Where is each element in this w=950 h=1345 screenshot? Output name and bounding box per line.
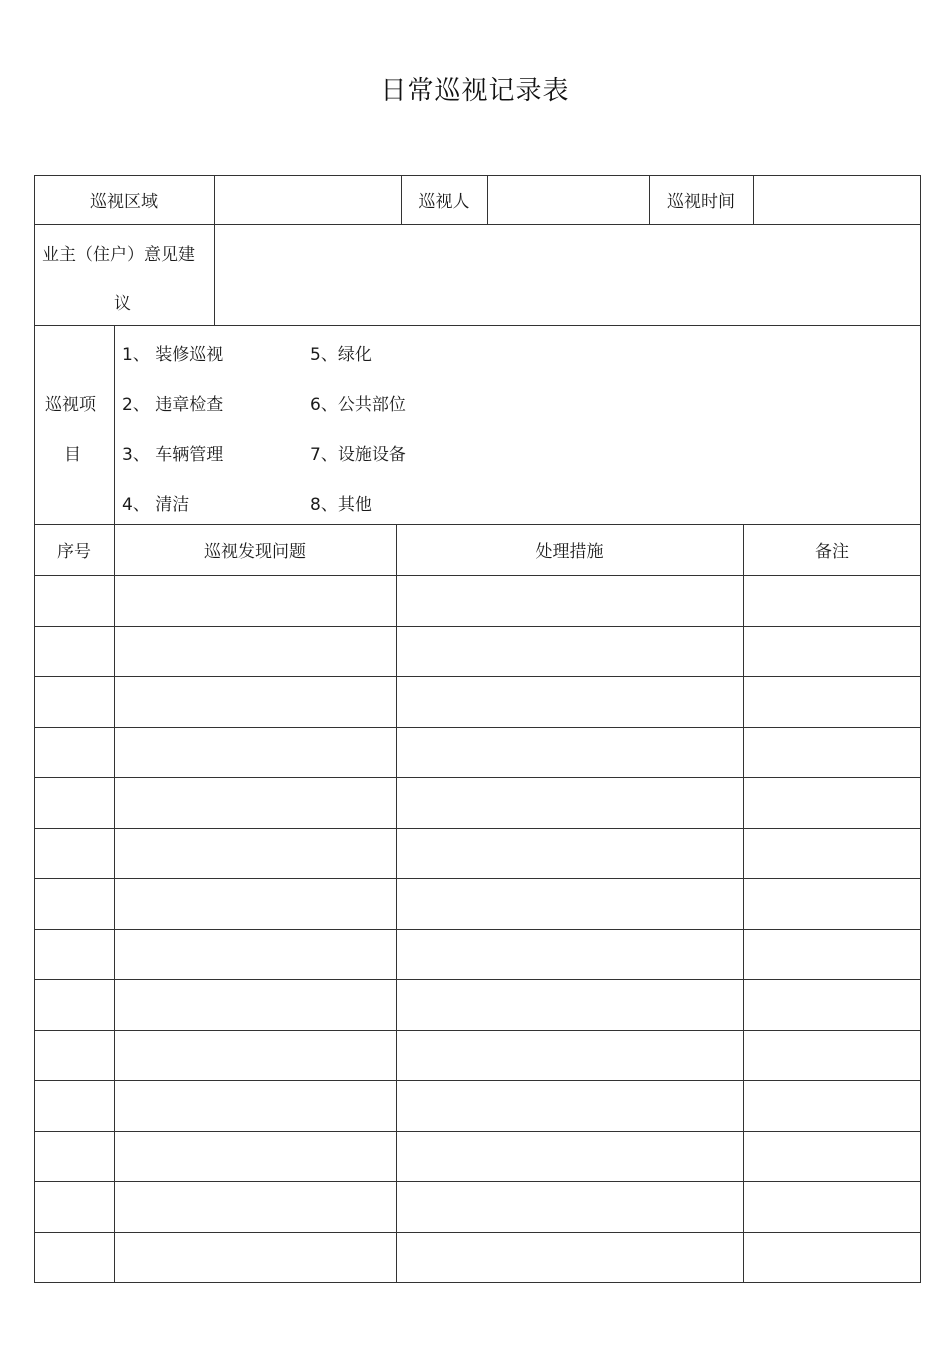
column-header-number: 序号	[57, 542, 91, 562]
item-vehicle-management: 3、 车辆管理	[122, 445, 224, 465]
page-title: 日常巡视记录表	[380, 76, 570, 106]
row-remark-cell[interactable]	[743, 777, 921, 828]
row-remark-cell[interactable]	[743, 929, 921, 980]
row-measure-cell[interactable]	[396, 979, 743, 1030]
row-issue-cell[interactable]	[114, 929, 396, 980]
row-issue-cell[interactable]	[114, 1181, 396, 1232]
item-greening: 5、绿化	[310, 345, 372, 365]
row-issue-cell[interactable]	[114, 1080, 396, 1131]
item-cleaning: 4、 清洁	[122, 495, 190, 515]
row-number-cell[interactable]	[34, 979, 114, 1030]
row-measure-cell[interactable]	[396, 929, 743, 980]
column-header-remarks: 备注	[815, 542, 849, 562]
inspector-field[interactable]	[487, 175, 649, 224]
row-number-cell[interactable]	[34, 575, 114, 626]
item-public-areas: 6、公共部位	[310, 395, 406, 415]
row-measure-cell[interactable]	[396, 1232, 743, 1283]
row-number-cell[interactable]	[34, 929, 114, 980]
area-label: 巡视区域	[90, 192, 158, 212]
row-number-cell[interactable]	[34, 727, 114, 778]
row-remark-cell[interactable]	[743, 1080, 921, 1131]
row-issue-cell[interactable]	[114, 676, 396, 727]
time-label: 巡视时间	[667, 192, 735, 212]
opinion-field[interactable]	[214, 225, 921, 325]
item-violation-check: 2、 违章检查	[122, 395, 224, 415]
column-header-issues: 巡视发现问题	[204, 542, 306, 562]
row-number-cell[interactable]	[34, 828, 114, 879]
row-measure-cell[interactable]	[396, 626, 743, 677]
row-number-cell[interactable]	[34, 1131, 114, 1182]
item-facilities: 7、设施设备	[310, 445, 406, 465]
row-number-cell[interactable]	[34, 777, 114, 828]
row-number-cell[interactable]	[34, 1181, 114, 1232]
opinion-label-line2: 议	[114, 294, 131, 314]
row-measure-cell[interactable]	[396, 1131, 743, 1182]
row-remark-cell[interactable]	[743, 1181, 921, 1232]
row-issue-cell[interactable]	[114, 828, 396, 879]
row-measure-cell[interactable]	[396, 575, 743, 626]
row-issue-cell[interactable]	[114, 1131, 396, 1182]
area-field[interactable]	[214, 175, 401, 224]
row-remark-cell[interactable]	[743, 575, 921, 626]
row-remark-cell[interactable]	[743, 1030, 921, 1081]
row-remark-cell[interactable]	[743, 979, 921, 1030]
row-issue-cell[interactable]	[114, 878, 396, 929]
row-issue-cell[interactable]	[114, 777, 396, 828]
row-remark-cell[interactable]	[743, 676, 921, 727]
row-remark-cell[interactable]	[743, 626, 921, 677]
time-field[interactable]	[753, 175, 921, 224]
row-measure-cell[interactable]	[396, 1181, 743, 1232]
items-label-line1: 巡视项	[45, 395, 96, 415]
row-issue-cell[interactable]	[114, 1232, 396, 1283]
row-number-cell[interactable]	[34, 1030, 114, 1081]
row-number-cell[interactable]	[34, 626, 114, 677]
row-issue-cell[interactable]	[114, 1030, 396, 1081]
items-label-line2: 目	[64, 445, 81, 465]
row-measure-cell[interactable]	[396, 878, 743, 929]
row-measure-cell[interactable]	[396, 1080, 743, 1131]
row-number-cell[interactable]	[34, 878, 114, 929]
item-renovation: 1、 装修巡视	[122, 345, 224, 365]
row-issue-cell[interactable]	[114, 575, 396, 626]
row-number-cell[interactable]	[34, 1080, 114, 1131]
row-remark-cell[interactable]	[743, 1131, 921, 1182]
row-remark-cell[interactable]	[743, 878, 921, 929]
row-number-cell[interactable]	[34, 676, 114, 727]
row-remark-cell[interactable]	[743, 727, 921, 778]
row-number-cell[interactable]	[34, 1232, 114, 1283]
row-measure-cell[interactable]	[396, 676, 743, 727]
row-issue-cell[interactable]	[114, 979, 396, 1030]
row-issue-cell[interactable]	[114, 626, 396, 677]
opinion-label-line1: 业主（住户）意见建	[42, 245, 195, 265]
row-measure-cell[interactable]	[396, 828, 743, 879]
row-measure-cell[interactable]	[396, 727, 743, 778]
column-header-measures: 处理措施	[535, 542, 604, 562]
row-measure-cell[interactable]	[396, 1030, 743, 1081]
row-remark-cell[interactable]	[743, 1232, 921, 1283]
row-measure-cell[interactable]	[396, 777, 743, 828]
row-issue-cell[interactable]	[114, 727, 396, 778]
item-other: 8、其他	[310, 495, 372, 515]
inspector-label: 巡视人	[418, 192, 470, 212]
row-divider	[34, 325, 921, 326]
row-remark-cell[interactable]	[743, 828, 921, 879]
